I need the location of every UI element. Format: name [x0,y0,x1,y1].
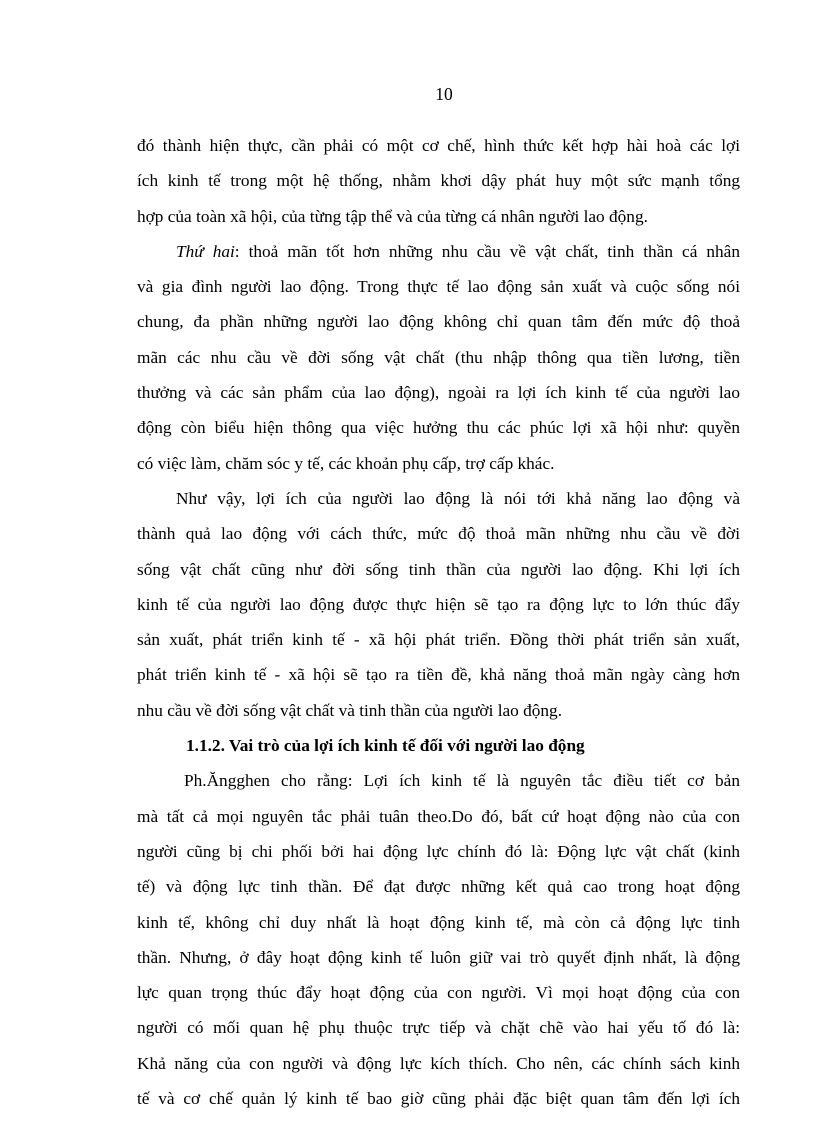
text-line: có việc làm, chăm sóc y tế, các khoản phụ cấp, trợ cấp khác. [137,453,555,473]
paragraph-nhu-vay [137,481,740,728]
paragraph-thu-hai [137,234,740,481]
text-line: tế) và động lực tinh thần. Để đạt được những kết quả cao trong hoạt động [137,877,740,897]
page-number: 10 [435,84,453,104]
text-line: người có mối quan hệ phụ thuộc trực tiếp và chặt chẽ vào hai yếu tố đó là: [137,1018,740,1038]
text-line: và gia đình người lao động. Trong thực tế lao động sản xuất và cuộc sống nói [137,277,740,297]
text-line: phát triển kinh tế - xã hội sẽ tạo ra tiền đề, khả năng thoả mãn ngày càng hơn [137,665,740,685]
text-line: tế và cơ chế quản lý kinh tế bao giờ cũng phải đặc biệt quan tâm đến lợi ích [137,1089,740,1109]
text-line: mãn các nhu cầu về đời sống vật chất (thu nhập thông qua tiền lương, tiền [137,347,740,367]
text-line: hợp của toàn xã hội, của từng tập thể và của từng cá nhân người lao động. [137,206,648,226]
text-line: sản xuất, phát triển kinh tế - xã hội phát triển. Đồng thời phát triển sản xuất, [137,630,740,650]
document-body [137,128,740,1116]
text-line: sống vật chất cũng như đời sống tinh thần của người lao động. Khi lợi ích [137,559,740,579]
text-line: động còn biểu hiện thông qua việc hưởng thu các phúc lợi xã hội như: quyền [137,418,740,438]
text-line: chung, đa phần những người lao động không chỉ quan tâm đến mức độ thoả [137,312,740,332]
text-line: nhu cầu về đời sống vật chất và tinh thần của người lao động. [137,700,563,720]
text-line: Như vậy, lợi ích của người lao động là nói tới khả năng lao động và [176,488,740,508]
text-run: : thoả mãn tốt hơn những nhu cầu về vật chất, tinh thần cá nhân [234,241,740,261]
section-heading: 1.1.2. Vai trò của lợi ích kinh tế đối với người lao động [186,736,585,756]
text-line: ích kinh tế trong một hệ thống, nhằm khơi dậy phát huy một sức mạnh tổng [137,171,740,191]
italic-lead: Thứ hai [176,241,235,261]
text-line: mà tất cả mọi nguyên tắc phải tuân theo.Do đó, bất cứ hoạt động nào của con [137,806,740,826]
text-line: Khả năng của con người và động lực kích thích. Cho nên, các chính sách kinh [137,1053,740,1073]
paragraph-continuation [137,128,740,234]
text-line: thần. Nhưng, ở đây hoạt động kinh tế luôn giữ vai trò quyết định nhất, là động [137,947,740,967]
paragraph-angghen [137,763,740,1116]
text-line: kinh tế của người lao động được thực hiện sẽ tạo ra động lực to lớn thúc đẩy [137,594,740,614]
text-line [137,234,740,269]
text-line: Ph.Ăngghen cho rằng: Lợi ích kinh tế là nguyên tắc điều tiết cơ bản [184,771,740,791]
text-line: thưởng và các sản phẩm của lao động), ngoài ra lợi ích kinh tế của người lao [137,383,740,403]
text-line: đó thành hiện thực, cần phải có một cơ chế, hình thức kết hợp hài hoà các lợi [137,136,740,155]
text-line: người cũng bị chi phối bởi hai động lực chính đó là: Động lực vật chất (kinh [137,841,740,861]
text-line: thành quả lao động với cách thức, mức độ thoả mãn những nhu cầu về đời [137,524,740,544]
text-line: lực quan trọng thúc đẩy hoạt động của con người. Vì mọi hoạt động của con [137,983,740,1003]
text-line: kinh tế, không chỉ duy nhất là hoạt động kinh tế, mà còn cả động lực tinh [137,912,740,932]
